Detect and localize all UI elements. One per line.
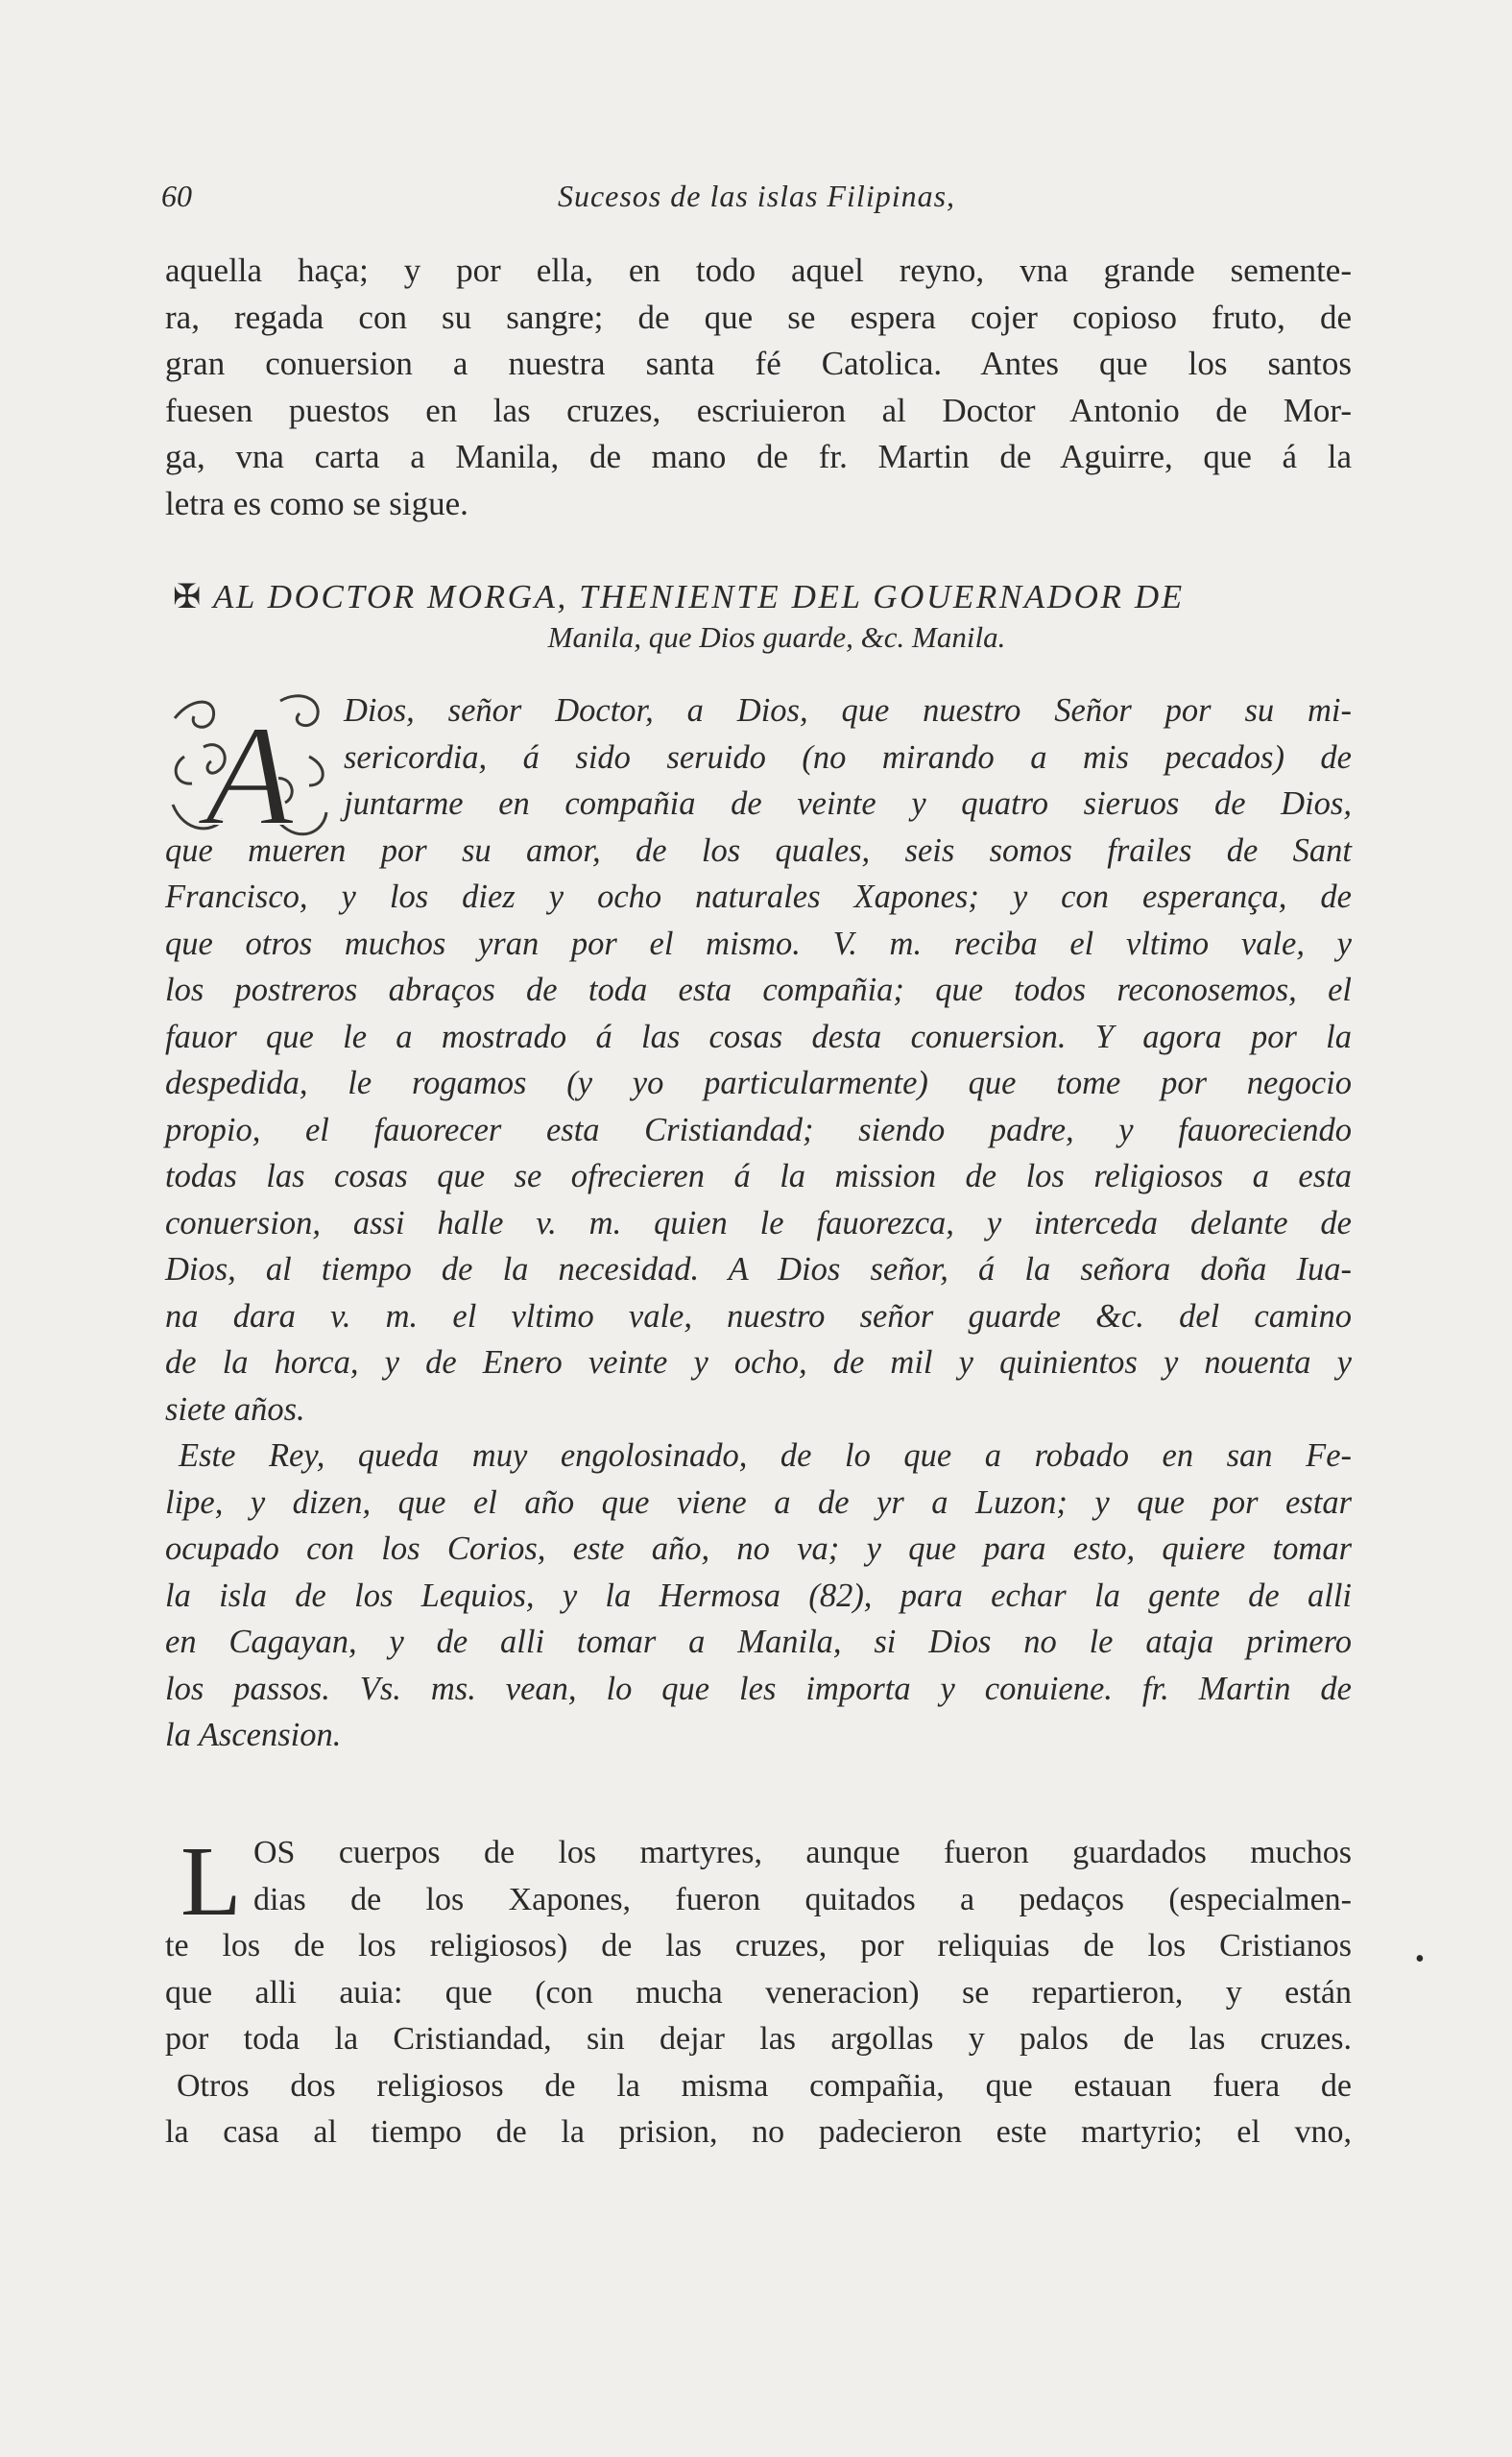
text-line: la casa al tiempo de la prision, no padecieron este martyrio; el vno, <box>165 2114 1352 2150</box>
text-line: despedida, le rogamos (y yo particularmente) que tome por negocio <box>165 1065 1352 1101</box>
text-line: todas las cosas que se ofrecieren á la mission de los religiosos a esta <box>165 1158 1352 1194</box>
text-line: dias de los Xapones, fueron quitados a pedaços (especialmen- <box>253 1881 1352 1917</box>
heading-line-1: AL DOCTOR MORGA, THENIENTE DEL GOUERNADOR DE <box>212 578 1185 615</box>
text-line: aquella haça; y por ella, en todo aquel reyno, vna grande semente- <box>165 252 1352 289</box>
paragraph-martyrs <box>165 1826 1352 2156</box>
text-line: fuesen puestos en las cruzes, escriuieron al Doctor Antonio de Mor- <box>165 391 1352 429</box>
text-line: Este Rey, queda muy engolosinado, de lo que a robado en san Fe- <box>179 1437 1352 1474</box>
text-line: que otros muchos yran por el mismo. V. m. reciba el vltimo vale, y <box>165 925 1352 962</box>
text-line: OS cuerpos de los martyres, aunque fueron guardados muchos <box>253 1835 1352 1870</box>
cross-mark-icon: ✠ <box>173 578 204 615</box>
margin-mark: • <box>1415 1944 1425 1974</box>
text-line: ra, regada con su sangre; de que se espera cojer copioso fruto, de <box>165 298 1352 336</box>
text-line: en Cagayan, y de alli tomar a Manila, si Dios no le ataja primero <box>165 1624 1352 1660</box>
text-line: Dios, señor Doctor, a Dios, que nuestro Señor por su mi- <box>344 692 1352 729</box>
dropcap-letter: A <box>205 696 294 847</box>
text-line: la isla de los Lequios, y la Hermosa (82), para echar la gente de alli <box>165 1577 1352 1614</box>
text-line: na dara v. m. el vltimo vale, nuestro señor guarde &c. del camino <box>165 1297 1352 1335</box>
text-line: juntarme en compañia de veinte y quatro sieruos de Dios, <box>344 785 1352 822</box>
page-number: 60 <box>161 179 192 213</box>
text-line: letra es como se sigue. <box>165 484 468 522</box>
text-line: Francisco, y los diez y ocho naturales Xapones; y con esperança, de <box>165 879 1352 915</box>
text-line: te los de los religiosos) de las cruzes, por reliquias de los Cristianos <box>165 1928 1352 1963</box>
text-line: la Ascension. <box>165 1717 342 1753</box>
heading-line-2: Manila, que Dios guarde, &c. Manila. <box>547 620 1006 654</box>
text-line: ocupado con los Corios, este año, no va; y que para esto, quiere tomar <box>165 1530 1352 1567</box>
text-line: Otros dos religiosos de la misma compañia, que estauan fuera de <box>177 2067 1352 2104</box>
paragraph-intro <box>165 248 1352 527</box>
running-title: Sucesos de las islas Filipinas, <box>557 179 956 213</box>
ornamental-dropcap <box>165 689 334 847</box>
text-line: propio, el fauorecer esta Cristiandad; siendo padre, y fauoreciendo <box>165 1111 1352 1148</box>
text-line: fauor que le a mostrado á las cosas desta conuersion. Y agora por la <box>165 1018 1352 1055</box>
text-line: ga, vna carta a Manila, de mano de fr. Martin de Aguirre, que á la <box>165 438 1352 475</box>
text-line: por toda la Cristiandad, sin dejar las argollas y palos de las cruzes. <box>165 2021 1352 2057</box>
text-line: que mueren por su amor, de los quales, seis somos frailes de Sant <box>165 831 1352 869</box>
text-line: siete años. <box>165 1390 305 1428</box>
text-line: lipe, y dizen, que el año que viene a de yr a Luzon; y que por estar <box>165 1483 1352 1521</box>
text-line: conuersion, assi halle v. m. quien le fauorezca, y interceda delante de <box>165 1204 1352 1241</box>
letter-heading <box>173 576 1352 657</box>
text-line: de la horca, y de Enero veinte y ocho, de mil y quinientos y nouenta y <box>165 1344 1352 1381</box>
initial-letter: L <box>180 1826 242 1937</box>
text-line: sericordia, á sido seruido (no mirando a mis pecados) de <box>344 738 1352 776</box>
page-header <box>161 179 1352 217</box>
text-line: los passos. Vs. ms. vean, lo que les importa y conuiene. fr. Martin de <box>165 1670 1352 1707</box>
text-line: que alli auia: que (con mucha veneracion) se repartieron, y están <box>165 1974 1352 2011</box>
text-line: gran conuersion a nuestra santa fé Catolica. Antes que los santos <box>165 345 1352 382</box>
text-line: los postreros abraços de toda esta compañia; que todos reconosemos, el <box>165 972 1352 1008</box>
text-line: Dios, al tiempo de la necesidad. A Dios señor, á la señora doña Iua- <box>165 1251 1352 1288</box>
letter-body <box>165 687 1352 1759</box>
ornament-flourish-icon <box>165 689 334 847</box>
